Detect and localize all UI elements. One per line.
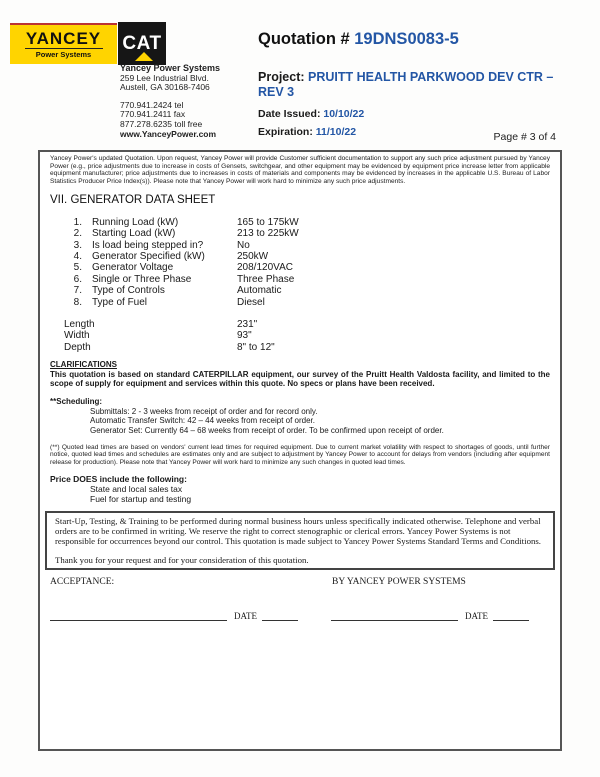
clarifications-heading: CLARIFICATIONS (50, 360, 117, 370)
dimension-value: 231" (237, 319, 258, 331)
row-value: 208/120VAC (237, 262, 293, 274)
row-value: 250kW (237, 251, 269, 263)
section-title: VII. GENERATOR DATA SHEET (50, 193, 216, 206)
company-website: www.YanceyPower.com (120, 128, 217, 139)
page-header (0, 0, 600, 150)
price-includes-heading: Price DOES include the following: (50, 473, 187, 484)
scheduling-section (50, 397, 550, 435)
dimension-value: 8" to 12" (237, 341, 275, 353)
quotation-body-box (38, 150, 562, 751)
row-number: 4. (73, 251, 82, 263)
expiration-value: 11/10/22 (315, 126, 357, 138)
row-label: Running Load (kW) (92, 216, 179, 228)
dimension-label: Depth (64, 341, 91, 353)
company-name: Yancey Power Systems (120, 63, 221, 73)
data-sheet-row (50, 297, 550, 308)
yancey-date-line[interactable] (493, 611, 529, 621)
row-value: No (237, 239, 250, 251)
yancey-date-label: DATE (465, 610, 488, 621)
data-sheet-row (50, 228, 550, 239)
data-sheet-row (50, 251, 550, 262)
yancey-logo-wordmark: YANCEY (25, 28, 102, 48)
price-includes-section (50, 474, 550, 504)
data-sheet-row (50, 262, 550, 273)
date-issued-label: Date Issued: (258, 108, 324, 120)
row-value: Three Phase (237, 273, 295, 285)
acceptance-row (50, 577, 550, 587)
date-issued-line (258, 108, 566, 120)
row-value: 165 to 175kW (237, 216, 299, 228)
yancey-signature-line[interactable] (331, 611, 458, 621)
yancey-logo-rule (25, 48, 103, 49)
yancey-logo (10, 23, 117, 64)
row-value: 213 to 225kW (237, 228, 299, 240)
clarifications-section (50, 360, 550, 388)
dimension-label: Width (64, 330, 90, 342)
row-number: 6. (73, 273, 82, 285)
generator-data-sheet (50, 217, 550, 308)
project-name: PRUITT HEALTH PARKWOOD DEV CTR – REV 3 (258, 70, 554, 99)
by-yancey-label: BY YANCEY POWER SYSTEMS (332, 576, 466, 587)
row-number: 8. (73, 296, 82, 308)
page-number: Page # 3 of 4 (493, 131, 556, 143)
row-value: Automatic (237, 285, 282, 297)
acceptance-label: ACCEPTANCE: (50, 576, 115, 587)
company-address-line2: Austell, GA 30168-7406 (120, 82, 210, 93)
company-address-line1: 259 Lee Industrial Blvd. (120, 72, 209, 83)
row-number: 7. (73, 285, 82, 297)
clarifications-body: This quotation is based on standard CATERPILLAR equipment, our survey of the Pruitt Health Valdosta facility, and limited to the scope of supply for equipment and services within this quote. No specs or plans have been received. (50, 369, 550, 388)
dimension-row (50, 342, 550, 353)
row-label: Type of Controls (92, 285, 165, 297)
quotation-number: 19DNS0083-5 (354, 30, 459, 48)
cat-logo (118, 22, 166, 65)
row-label: Starting Load (kW) (92, 228, 176, 240)
quotation-label: Quotation # (258, 30, 355, 48)
row-number: 1. (73, 216, 82, 228)
customer-date-label: DATE (234, 610, 257, 621)
quotation-header-block (258, 30, 566, 138)
price-includes-item: Fuel for startup and testing (90, 493, 192, 504)
scheduling-heading: **Scheduling: (50, 397, 103, 407)
customer-date-line[interactable] (262, 611, 298, 621)
scheduling-item: Generator Set: Currently 64 – 68 weeks from receipt of order. To be confirmed upon receipt of order. (90, 425, 444, 435)
signature-row (50, 611, 550, 621)
data-sheet-row (50, 240, 550, 251)
terms-box (45, 511, 555, 570)
row-label: Generator Specified (kW) (92, 251, 205, 263)
row-label: Type of Fuel (92, 296, 148, 308)
company-phone-tollfree: 877.278.6235 toll free (120, 118, 203, 129)
cat-triangle-icon (135, 52, 153, 61)
scheduling-item: Automatic Transfer Switch: 42 – 44 weeks from receipt of order. (90, 416, 315, 426)
yancey-logo-subtitle: Power Systems (35, 49, 92, 59)
cat-logo-wordmark: CAT (122, 33, 161, 55)
quotation-title (258, 30, 566, 49)
project-label: Project: (258, 70, 309, 84)
price-includes-item: State and local sales tax (90, 483, 183, 494)
dimension-row (50, 330, 550, 341)
data-sheet-row (50, 274, 550, 285)
row-number: 5. (73, 262, 82, 274)
data-sheet-row (50, 285, 550, 296)
date-issued-value: 10/10/22 (323, 108, 365, 120)
row-number: 2. (73, 228, 82, 240)
dimension-row (50, 319, 550, 330)
row-label: Single or Three Phase (92, 273, 192, 285)
terms-paragraph: Start-Up, Testing, & Training to be performed during normal business hours unless specifically indicated otherwise. Telephone and verbal orders are to be confirmed in writing. We reserve the right to correct stenographic or clerical errors. Yancey Power Systems is not responsible for occurrences beyond our control. This quotation is made subject to Yancey Power Systems Standard Terms and Conditions. (55, 515, 541, 546)
thank-you-line: Thank you for your request and for your consideration of this quotation. (55, 554, 309, 565)
company-address-block (120, 64, 220, 139)
scheduling-item: Submittals: 2 - 3 weeks from receipt of order and for record only. (90, 406, 318, 416)
price-adjustment-disclaimer: Yancey Power's updated Quotation. Upon request, Yancey Power will provide Customer sufficient documentation to support any such price adjustment pursued by Yancey Power (e.g., price adjustments due to increase in costs of Gensets, switchgear, and other equipment may be evidenced by equipment price increase letter from applicable equipment manufacturer; price adjustments due to increases in costs of materials and components may be evidenced by increases in the applicable U.S. Bureau of Labor Statistics Producer Price Index(s)). Please note that Yancey Power will work hard to minimize any such price adjustments. (50, 155, 550, 186)
dimensions-block (50, 319, 550, 353)
dimension-label: Length (64, 319, 95, 331)
lead-time-note: (**) Quoted lead times are based on vendors' current lead times for required equipment. Due to current market volatility with respect to shortages of goods, until further notice, quoted lead times and schedules are estimates only and are subject to adjustment by Yancey Power to account for delays from vendors (including after equipment release for production). Please note that Yancey Power will work hard to minimize any such changes in quoted lead times. (50, 443, 550, 466)
customer-signature-line[interactable] (50, 611, 227, 621)
row-value: Diesel (237, 296, 265, 308)
dimension-value: 93" (237, 330, 252, 342)
data-sheet-row (50, 217, 550, 228)
company-phone-fax: 770.941.2411 fax (120, 109, 186, 120)
row-label: Is load being stepped in? (92, 239, 204, 251)
company-phone-tel: 770.941.2424 tel (120, 99, 184, 110)
row-label: Generator Voltage (92, 262, 174, 274)
expiration-label: Expiration: (258, 126, 316, 138)
row-number: 3. (73, 239, 82, 251)
project-line (258, 70, 566, 99)
